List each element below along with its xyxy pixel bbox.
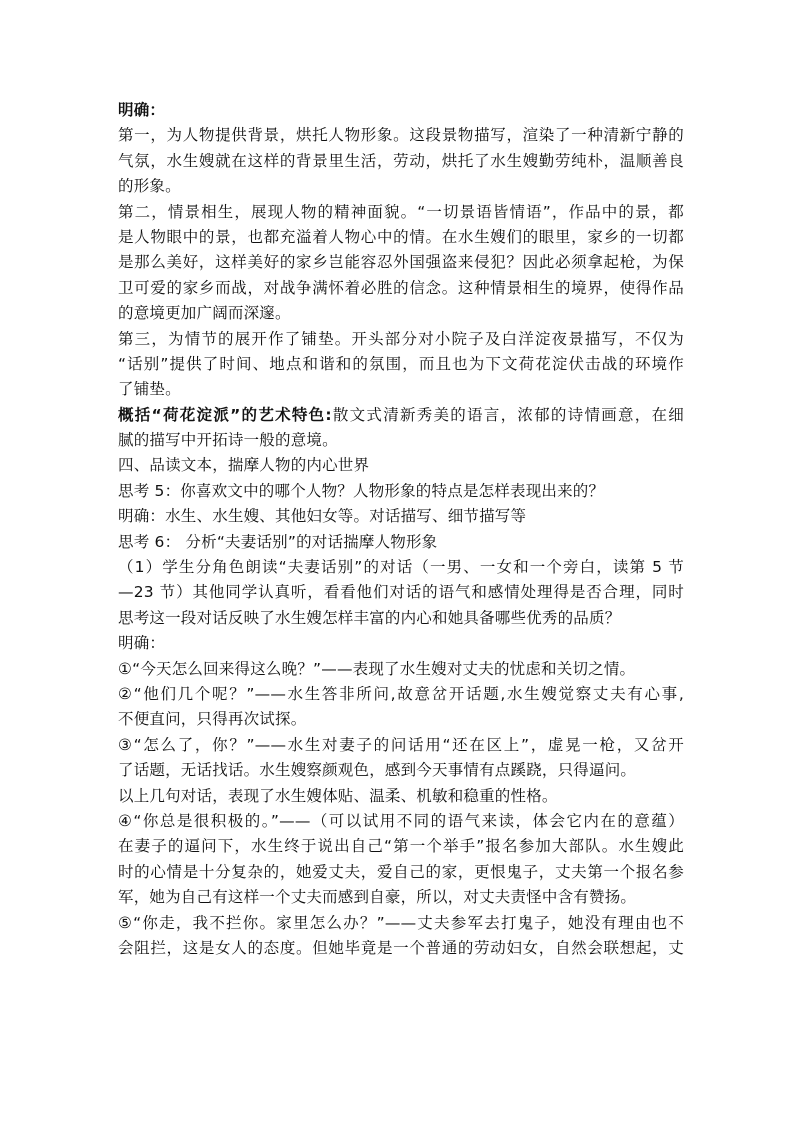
- line-03: 气氛，水生嫂就在这样的背景里生活，劳动，烘托了水生嫂勤劳纯朴，温顺善良: [118, 151, 684, 170]
- line-02: 第一，为人物提供背景，烘托人物形象。这段景物描写，渲染了一种清新宁静的: [118, 126, 684, 145]
- line-24: ②“他们几个呢？”——水生答非所问,故意岔开话题,水生嫂觉察丈夫有心事,: [118, 684, 684, 703]
- line-12: 了铺垫。: [118, 380, 181, 399]
- line-13: [118, 403, 684, 428]
- line-23: ①“今天怎么回来得这么晚？”——表现了水生嫂对丈夫的忧虑和关切之情。: [118, 659, 636, 678]
- line-32: 军，她为自己有这样一个丈夫而感到自豪，所以，对丈夫责怪中含有赞扬。: [118, 888, 637, 907]
- line-13-bold-heading: 概括“荷花淀派”的艺术特色:: [118, 405, 332, 424]
- line-14: 腻的描写中开拓诗一般的意境。: [118, 431, 338, 450]
- line-13-body: 散文式清新秀美的语言，浓郁的诗情画意，在细: [331, 405, 684, 424]
- line-15: 四、品读文本，揣摩人物的内心世界: [118, 456, 370, 475]
- line-05: 第二，情景相生，展现人物的精神面貌。“一切景语皆情语”，作品中的景，都: [118, 202, 684, 221]
- line-26: ③“怎么了，你？”——水生对妻子的问话用“还在区上”，虚晃一枪，又岔开: [118, 735, 684, 754]
- line-16: 思考 5：你喜欢文中的哪个人物？人物形象的特点是怎样表现出来的？: [118, 481, 605, 500]
- line-17: 明确：水生、水生嫂、其他妇女等。对话描写、细节描写等: [118, 507, 527, 526]
- line-01: 明确：: [118, 101, 166, 119]
- line-08: 卫可爱的家乡而战，对战争满怀着必胜的信念。这种情景相生的境界，使得作品: [118, 278, 684, 297]
- line-10: 第三，为情节的展开作了铺垫。开头部分对小院子及白洋淀夜景描写，不仅为: [118, 329, 684, 348]
- line-30: 在妻子的逼问下，水生终于说出自己“第一个举手”报名参加大部队。水生嫂此: [118, 837, 684, 856]
- line-18: 思考 6： 分析“夫妻话别”的对话揣摩人物形象: [118, 532, 438, 551]
- line-25: 不便直问，只得再次试探。: [118, 710, 307, 729]
- line-07: 是那么美好，这样美好的家乡岂能容忍外国强盗来侵犯？因此必须拿起枪，为保: [118, 253, 684, 272]
- document-page: [118, 98, 684, 961]
- line-27: 了话题，无话找话。水生嫂察颜观色，感到今天事情有点蹊跷，只得逼问。: [118, 761, 637, 780]
- line-04: 的形象。: [118, 177, 181, 196]
- line-31: 时的心情是十分复杂的，她爱丈夫，爱自己的家，更恨鬼子，丈夫第一个报名参: [118, 862, 684, 881]
- line-06: 是人物眼中的景，也都充溢着人物心中的情。在水生嫂们的眼里，家乡的一切都: [118, 227, 684, 246]
- line-34: 会阻拦，这是女人的态度。但她毕竟是一个普通的劳动妇女，自然会联想起，丈: [118, 938, 684, 957]
- line-22: 明确：: [118, 634, 166, 653]
- line-29: ④“你总是很积极的。”——（可以试用不同的语气来读，体会它内在的意蕴）: [118, 811, 684, 830]
- line-33: ⑤“你走，我不拦你。家里怎么办？”——丈夫参军去打鬼子，她没有理由也不: [118, 913, 684, 932]
- line-20: —23 节）其他同学认真听，看看他们对话的语气和感情处理得是否合理，同时: [118, 583, 684, 602]
- line-09: 的意境更加广阔而深邃。: [118, 304, 291, 323]
- line-28: 以上几句对话，表现了水生嫂体贴、温柔、机敏和稳重的性格。: [118, 786, 558, 805]
- line-21: 思考这一段对话反映了水生嫂怎样丰富的内心和她具备哪些优秀的品质？: [118, 608, 621, 627]
- line-11: “话别”提供了时间、地点和谐和的氛围，而且也为下文荷花淀伏击战的环境作: [118, 354, 684, 373]
- line-19: （1）学生分角色朗读“夫妻话别”的对话（一男、一女和一个旁白，读第 5 节: [118, 558, 684, 577]
